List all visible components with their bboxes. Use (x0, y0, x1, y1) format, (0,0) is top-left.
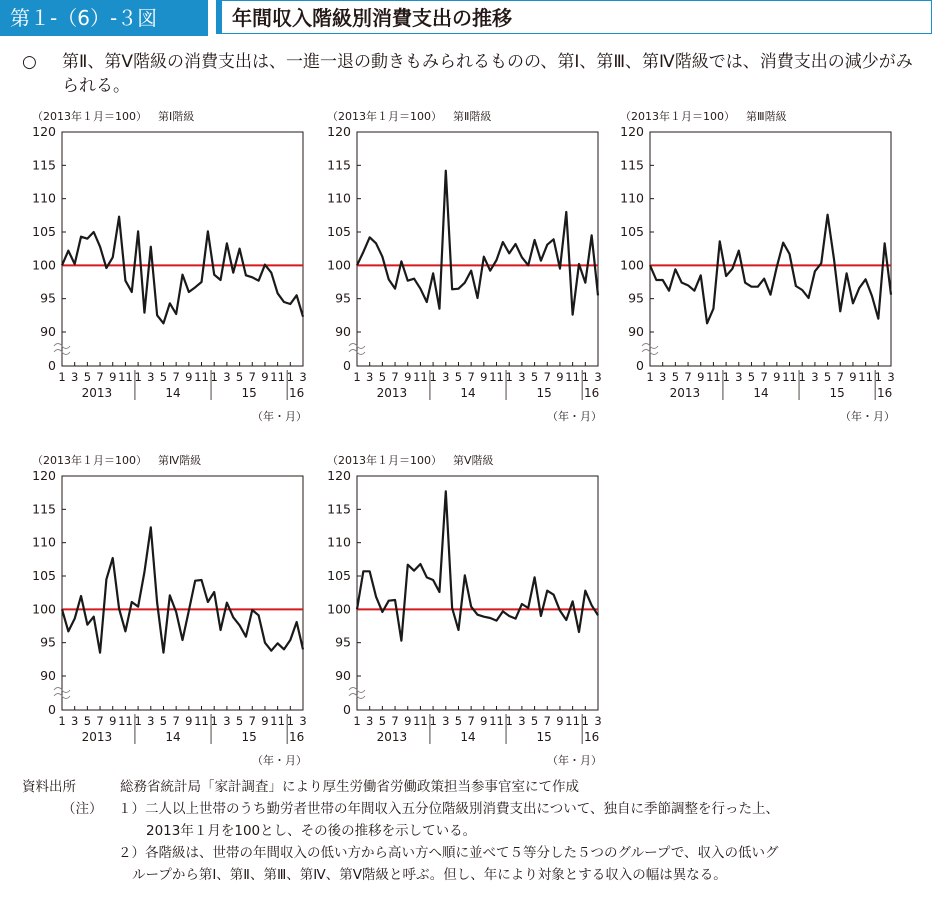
x-tick-label: 5 (530, 370, 539, 384)
x-year-label: 2013 (376, 386, 408, 400)
x-tick-label: 3 (71, 370, 79, 384)
x-tick-label: 9 (480, 370, 488, 384)
y-tick-label: 95 (335, 290, 351, 306)
x-tick-label: 1 (581, 370, 589, 384)
x-tick-label: 1 (353, 714, 361, 728)
x-tick-label: 1 (429, 714, 437, 728)
y-tick-label: 110 (32, 190, 56, 206)
y-axis-unit-label: （2013年１月＝100） (32, 110, 147, 123)
y-tick-label: 90 (335, 324, 351, 339)
x-tick-label: 1 (722, 370, 730, 384)
x-tick-label: 9 (109, 714, 117, 728)
y-tick-label: 90 (335, 668, 351, 683)
chart-title: 第Ⅰ階級 (158, 110, 195, 123)
x-tick-label: 7 (543, 714, 551, 728)
x-tick-label: 1 (210, 714, 218, 728)
y-tick-label: 95 (40, 634, 56, 650)
x-tick-label: 3 (659, 370, 667, 384)
x-tick-label: 9 (261, 714, 269, 728)
summary-bullet: ○ (22, 52, 37, 72)
plot-frame (62, 132, 303, 366)
figure-title: 年間収入階級別消費支出の推移 (216, 0, 932, 34)
y-tick-label: 115 (32, 501, 56, 517)
x-tick-label: 11 (858, 370, 873, 384)
y-tick-label: 110 (327, 190, 351, 206)
x-tick-label: 7 (543, 370, 551, 384)
y-tick-label: 100 (32, 257, 56, 273)
y-axis-unit-label: （2013年１月＝100） (620, 110, 735, 123)
x-tick-label: 5 (454, 714, 463, 728)
x-tick-label: 3 (887, 370, 895, 384)
x-tick-label: 7 (836, 370, 844, 384)
x-tick-label: 7 (248, 714, 256, 728)
x-tick-label: 9 (261, 370, 269, 384)
x-tick-label: 3 (442, 370, 450, 384)
x-year-label: 15 (536, 730, 552, 744)
note-label: （注） (62, 801, 103, 817)
x-axis-unit-label: （年・月） (252, 410, 307, 423)
y-tick-label: 0 (636, 358, 644, 373)
y-tick-label: 105 (620, 224, 644, 239)
x-tick-label: 5 (159, 370, 168, 384)
y-tick-label: 0 (343, 358, 351, 373)
x-tick-label: 3 (594, 370, 602, 384)
x-tick-label: 11 (413, 714, 428, 728)
x-tick-label: 11 (194, 370, 209, 384)
x-year-label: 16 (289, 730, 305, 744)
series-line (357, 171, 598, 315)
y-axis-unit-label: （2013年１月＝100） (327, 110, 442, 123)
x-tick-label: 7 (391, 370, 399, 384)
x-tick-label: 3 (518, 370, 526, 384)
y-tick-label: 0 (343, 702, 351, 717)
y-axis-unit-label: （2013年１月＝100） (32, 454, 147, 467)
series-line (650, 215, 891, 324)
x-tick-label: 11 (565, 714, 580, 728)
x-tick-label: 5 (530, 714, 539, 728)
y-tick-label: 120 (620, 124, 644, 139)
x-tick-label: 5 (747, 370, 756, 384)
x-tick-label: 3 (71, 714, 79, 728)
x-year-label: 2013 (81, 730, 113, 744)
x-tick-label: 3 (442, 714, 450, 728)
x-year-label: 2013 (669, 386, 701, 400)
x-axis-unit-label: （年・月） (547, 754, 602, 767)
chart-title: 第Ⅳ階級 (158, 454, 202, 467)
x-tick-label: 9 (697, 370, 705, 384)
x-tick-label: 9 (185, 370, 193, 384)
x-tick-label: 7 (684, 370, 692, 384)
x-tick-label: 11 (782, 370, 797, 384)
x-tick-label: 1 (874, 370, 882, 384)
x-tick-label: 7 (467, 370, 475, 384)
y-tick-label: 115 (620, 157, 644, 173)
x-tick-label: 5 (823, 370, 832, 384)
note-2-line-2: ループから第Ⅰ、第Ⅱ、第Ⅲ、第Ⅳ、第Ⅴ階級と呼ぶ。但し、年により対象とする収入の幅は異なる。 (132, 867, 727, 883)
plot-frame (62, 476, 303, 710)
x-tick-label: 5 (378, 370, 387, 384)
x-tick-label: 1 (798, 370, 806, 384)
notes (22, 776, 922, 886)
x-tick-label: 1 (134, 714, 142, 728)
x-tick-label: 7 (96, 714, 104, 728)
x-tick-label: 5 (454, 370, 463, 384)
x-year-label: 15 (241, 730, 257, 744)
x-tick-label: 1 (286, 714, 294, 728)
x-tick-label: 3 (147, 714, 155, 728)
source-text: 総務省統計局「家計調査」により厚生労働省労働政策担当参事官室にて作成 (120, 779, 579, 795)
x-year-label: 14 (753, 386, 769, 400)
y-tick-label: 100 (620, 257, 644, 273)
x-tick-label: 3 (147, 370, 155, 384)
x-tick-label: 11 (489, 370, 504, 384)
x-tick-label: 5 (378, 714, 387, 728)
y-tick-label: 115 (32, 157, 56, 173)
x-year-label: 14 (460, 730, 476, 744)
y-tick-label: 95 (40, 290, 56, 306)
y-tick-label: 95 (628, 290, 644, 306)
x-tick-label: 11 (118, 370, 133, 384)
x-tick-label: 9 (773, 370, 781, 384)
x-tick-label: 1 (353, 370, 361, 384)
x-tick-label: 7 (467, 714, 475, 728)
chart-title: 第Ⅲ階級 (746, 110, 787, 123)
x-axis-unit-label: （年・月） (547, 410, 602, 423)
series-line (62, 527, 303, 652)
summary (22, 50, 918, 98)
note-1-line-1: １）二人以上世帯のうち勤労者世帯の年間収入五分位階級別消費支出について、独自に季節調整を行った上、 (118, 801, 779, 817)
x-tick-label: 3 (366, 370, 374, 384)
x-year-label: 2013 (376, 730, 408, 744)
source-row (22, 776, 922, 798)
x-year-label: 2013 (81, 386, 113, 400)
x-tick-label: 5 (235, 370, 244, 384)
x-year-label: 16 (584, 730, 600, 744)
plot-frame (357, 476, 598, 710)
x-tick-label: 1 (286, 370, 294, 384)
x-tick-label: 3 (594, 714, 602, 728)
x-tick-label: 3 (299, 370, 307, 384)
chart-panel-4 (32, 453, 307, 767)
series-line (357, 491, 598, 640)
y-tick-label: 105 (327, 568, 351, 583)
x-tick-label: 1 (581, 714, 589, 728)
x-tick-label: 11 (565, 370, 580, 384)
x-year-label: 14 (165, 730, 181, 744)
x-year-label: 16 (289, 386, 305, 400)
y-axis-unit-label: （2013年１月＝100） (327, 454, 442, 467)
y-tick-label: 95 (335, 634, 351, 650)
figure-number: 第１-（6）-３図 (0, 0, 208, 36)
x-tick-label: 9 (185, 714, 193, 728)
y-tick-label: 100 (327, 257, 351, 273)
x-tick-label: 7 (172, 714, 180, 728)
x-year-label: 15 (536, 386, 552, 400)
x-tick-label: 1 (646, 370, 654, 384)
chart-title: 第Ⅴ階級 (453, 454, 494, 467)
x-tick-label: 5 (671, 370, 680, 384)
x-tick-label: 3 (223, 714, 231, 728)
plot-frame (650, 132, 891, 366)
x-tick-label: 1 (429, 370, 437, 384)
note-1-line-2: 2013年１月を100とし、その後の推移を示している。 (146, 823, 477, 839)
x-tick-label: 9 (109, 370, 117, 384)
x-tick-label: 5 (83, 370, 92, 384)
x-tick-label: 1 (58, 714, 66, 728)
x-tick-label: 3 (366, 714, 374, 728)
y-tick-label: 105 (32, 224, 56, 239)
x-tick-label: 1 (505, 714, 513, 728)
chart-title: 第Ⅱ階級 (453, 110, 492, 123)
y-tick-label: 100 (32, 601, 56, 617)
x-tick-label: 7 (248, 370, 256, 384)
x-axis-unit-label: （年・月） (840, 410, 895, 423)
chart-panel-2 (327, 109, 602, 423)
x-year-label: 16 (584, 386, 600, 400)
x-tick-label: 9 (556, 370, 564, 384)
y-tick-label: 115 (327, 501, 351, 517)
x-tick-label: 9 (480, 714, 488, 728)
y-tick-label: 120 (32, 468, 56, 483)
x-tick-label: 5 (159, 714, 168, 728)
x-tick-label: 3 (518, 714, 526, 728)
x-tick-label: 11 (413, 370, 428, 384)
note-2-line-1: ２）各階級は、世帯の年間収入の低い方から高い方へ順に並べて５等分した５つのグループで、収入の低いグ (118, 845, 779, 861)
note-2 (22, 842, 922, 864)
x-tick-label: 9 (404, 370, 412, 384)
x-tick-label: 1 (58, 370, 66, 384)
x-tick-label: 1 (134, 370, 142, 384)
x-tick-label: 11 (194, 714, 209, 728)
y-tick-label: 110 (327, 534, 351, 550)
y-tick-label: 120 (327, 468, 351, 483)
y-tick-label: 0 (48, 702, 56, 717)
x-year-label: 15 (241, 386, 257, 400)
series-line (62, 217, 303, 324)
x-tick-label: 11 (706, 370, 721, 384)
figure-header (0, 0, 932, 36)
y-tick-label: 90 (628, 324, 644, 339)
y-tick-label: 90 (40, 668, 56, 683)
x-tick-label: 3 (735, 370, 743, 384)
x-tick-label: 9 (849, 370, 857, 384)
note-1-cont (22, 820, 922, 842)
y-tick-label: 100 (327, 601, 351, 617)
y-tick-label: 110 (620, 190, 644, 206)
x-tick-label: 1 (505, 370, 513, 384)
summary-text: 第Ⅱ、第Ⅴ階級の消費支出は、一進一退の動きもみられるものの、第Ⅰ、第Ⅲ、第Ⅳ階級では、消費支出の減少がみられる。 (62, 52, 913, 96)
y-tick-label: 90 (40, 324, 56, 339)
source-label: 資料出所 (22, 779, 76, 795)
x-tick-label: 11 (489, 714, 504, 728)
x-tick-label: 7 (760, 370, 768, 384)
x-axis-unit-label: （年・月） (252, 754, 307, 767)
chart-panel-1 (32, 109, 307, 423)
x-year-label: 15 (829, 386, 845, 400)
x-tick-label: 7 (172, 370, 180, 384)
y-tick-label: 0 (48, 358, 56, 373)
charts-area (0, 100, 932, 780)
x-year-label: 14 (165, 386, 181, 400)
x-year-label: 14 (460, 386, 476, 400)
chart-panel-3 (620, 109, 895, 423)
y-tick-label: 105 (327, 224, 351, 239)
x-tick-label: 9 (404, 714, 412, 728)
y-tick-label: 120 (327, 124, 351, 139)
x-tick-label: 9 (556, 714, 564, 728)
x-year-label: 16 (877, 386, 893, 400)
x-tick-label: 3 (811, 370, 819, 384)
x-tick-label: 3 (299, 714, 307, 728)
x-tick-label: 11 (118, 714, 133, 728)
y-tick-label: 120 (32, 124, 56, 139)
x-tick-label: 7 (391, 714, 399, 728)
x-tick-label: 7 (96, 370, 104, 384)
x-tick-label: 5 (235, 714, 244, 728)
note-1 (22, 798, 922, 820)
x-tick-label: 11 (270, 370, 285, 384)
x-tick-label: 1 (210, 370, 218, 384)
chart-panel-5 (327, 453, 602, 767)
y-tick-label: 110 (32, 534, 56, 550)
x-tick-label: 3 (223, 370, 231, 384)
x-tick-label: 5 (83, 714, 92, 728)
x-tick-label: 11 (270, 714, 285, 728)
y-tick-label: 105 (32, 568, 56, 583)
note-2-cont (22, 864, 922, 886)
y-tick-label: 115 (327, 157, 351, 173)
